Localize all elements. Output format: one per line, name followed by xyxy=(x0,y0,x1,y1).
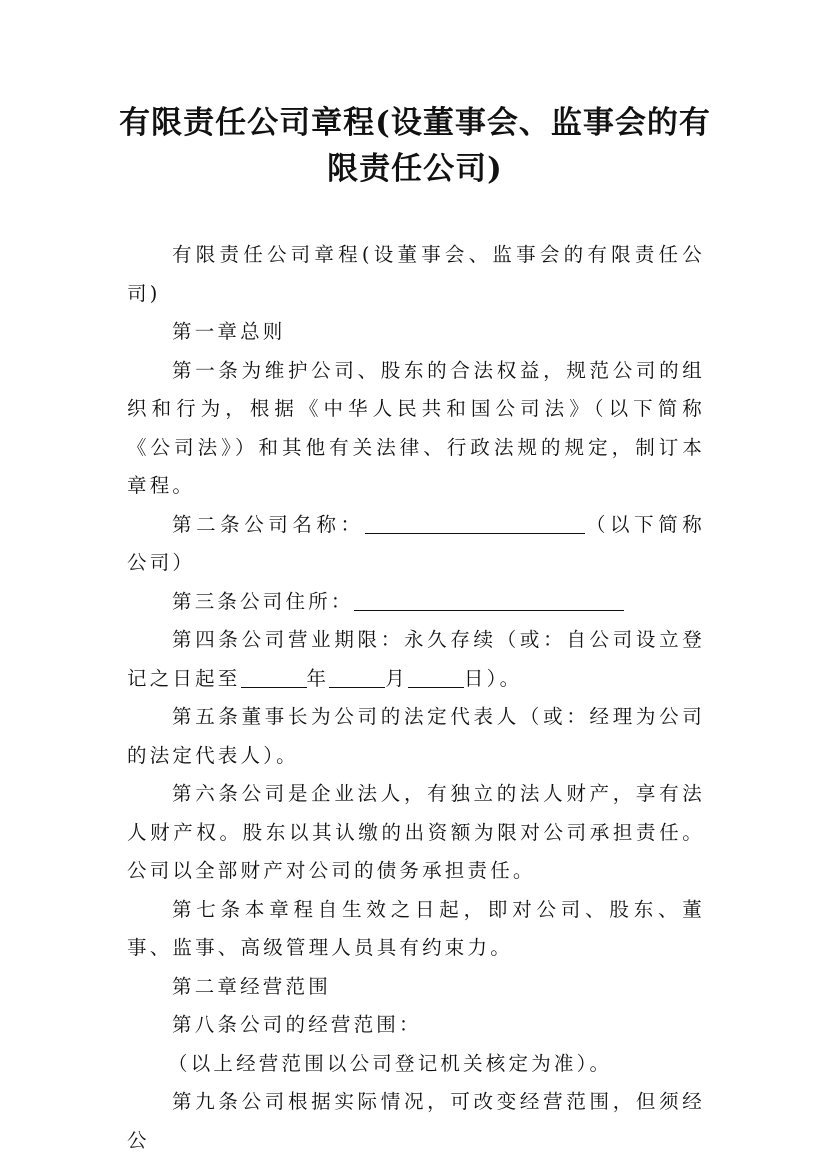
article-8: 第八条公司的经营范围： xyxy=(172,1013,422,1036)
title-line-1: 有限责任公司章程(设董事会、监事会的有 xyxy=(119,105,711,141)
month-label: 月 xyxy=(385,666,408,690)
day-label: 日）。 xyxy=(463,666,523,690)
article-5: 第五条董事长为公司的法定代表人（或：经理为公司的法定代表人）。 xyxy=(127,705,705,767)
article-9: 第九条公司根据实际情况，可改变经营范围，但须经公 xyxy=(127,1090,705,1152)
article-3-prefix: 第三条公司住所： xyxy=(172,589,354,613)
article-4-prefix: 第四条公司营业期限：永久存续（或：自公司设立登记之日起至 xyxy=(127,628,705,690)
company-name-blank xyxy=(365,511,585,534)
article-4 xyxy=(127,621,705,698)
article-1: 第一条为维护公司、股东的合法权益，规范公司的组织和行为，根据《中华人民共和国公司法》（以下简称《公司法》）和其他有关法律、行政法规的规定，制订本章程。 xyxy=(127,358,705,497)
article-7: 第七条本章程自生效之日起，即对公司、股东、董事、监事、高级管理人员具有约束力。 xyxy=(127,897,705,959)
year-blank xyxy=(241,665,307,688)
intro-paragraph: 有限责任公司章程(设董事会、监事会的有限责任公司) xyxy=(127,243,705,305)
document-body xyxy=(127,236,705,1160)
document-title xyxy=(110,100,720,192)
company-address-blank xyxy=(354,588,624,611)
article-2 xyxy=(127,506,705,583)
article-2-prefix: 第二条公司名称： xyxy=(172,512,365,536)
article-6: 第六条公司是企业法人，有独立的法人财产，享有法人财产权。股东以其认缴的出资额为限对公司承担责任。公司以全部财产对公司的债务承担责任。 xyxy=(127,782,705,882)
article-2-suffix: （以下简称公司） xyxy=(127,512,705,574)
day-blank xyxy=(408,665,464,688)
month-blank xyxy=(329,665,385,688)
year-label: 年 xyxy=(306,666,330,690)
chapter-1-heading: 第一章总则 xyxy=(172,320,286,343)
article-3 xyxy=(127,583,705,622)
article-8-note: （以上经营范围以公司登记机关核定为准）。 xyxy=(168,1051,613,1075)
title-line-2: 限责任公司) xyxy=(327,151,503,187)
chapter-2-heading: 第二章经营范围 xyxy=(172,974,331,998)
